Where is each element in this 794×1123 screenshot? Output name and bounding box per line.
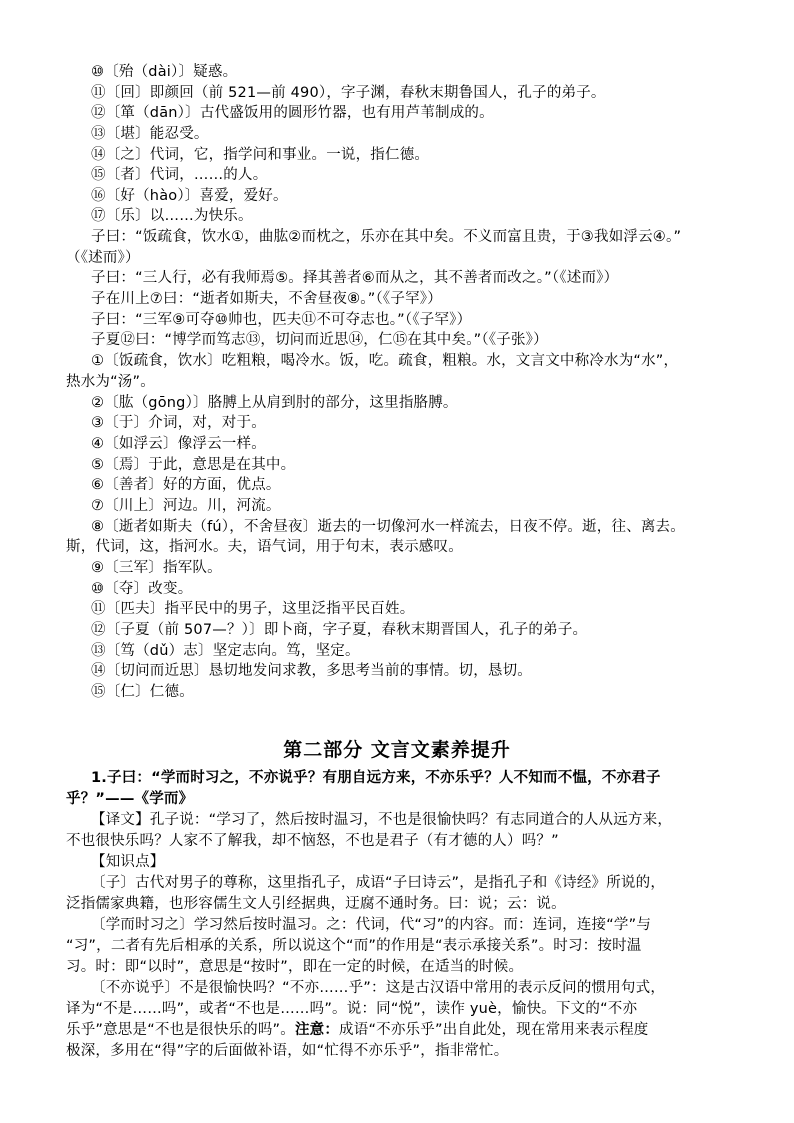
item-question-line: 乎？”——《学而》 bbox=[66, 791, 194, 807]
knowledge-text: 乐乎”意思是“不也是很快乐的吗”。 bbox=[66, 1022, 295, 1038]
note-emphasis: 注意： bbox=[294, 1022, 340, 1038]
quote-line: 子在川上⑦曰：“逝者如斯夫，不舍昼夜⑧。”（《子罕》） bbox=[91, 291, 442, 307]
note-line: ⑫〔子夏（前 507—？）〕即卜商，字子夏，春秋末期晋国人，孔子的弟子。 bbox=[91, 622, 588, 638]
note-line-cont: 热水为“汤”。 bbox=[66, 374, 155, 390]
quote-line: 子曰：“三军⑨可夺⑩帅也，匹夫⑪不可夺志也。”（《子罕》） bbox=[91, 312, 472, 328]
quote-line: 子曰：“三人行，必有我师焉⑤。择其善者⑥而从之，其不善者而改之。”（《述而》） bbox=[91, 270, 619, 286]
knowledge-line: “习”，二者有先后相承的关系，所以说这个“而”的作用是“表示承接关系”。时习：按时温 bbox=[66, 938, 642, 954]
note-line: ⑰〔乐〕以……为快乐。 bbox=[91, 208, 253, 224]
note-line: ②〔肱（gōng）〕胳膊上从肩到肘的部分，这里指胳膊。 bbox=[91, 395, 458, 411]
note-line: ⑧〔逝者如斯夫（fú），不舍昼夜〕逝去的一切像河水一样流去，日夜不停。逝，往、离去。 bbox=[91, 519, 685, 535]
translation-line bbox=[91, 810, 754, 831]
translation-tag: 【译文】 bbox=[91, 812, 150, 828]
note-line: ⑬〔笃（dǔ）志〕坚定志向。笃，坚定。 bbox=[91, 643, 360, 659]
translation-text: 孔子说：“学习了，然后按时温习，不也是很愉快吗？有志同道合的人从远方来， bbox=[149, 812, 673, 828]
note-line: ③〔于〕介词，对，对于。 bbox=[91, 415, 266, 431]
note-line: ⑪〔匹夫〕指平民中的男子，这里泛指平民百姓。 bbox=[91, 601, 415, 617]
knowledge-line: 极深，多用在“得”字的后面做补语，如“忙得不亦乐乎”，指非常忙。 bbox=[66, 1043, 509, 1059]
knowledge-line: 译为“不是……吗”，或者“不也是……吗”。说：同“悦”，读作 yuè，愉快。下文的“不亦 bbox=[66, 1001, 638, 1017]
note-line: ①〔饭疏食，饮水〕吃粗粮，喝冷水。饭，吃。疏食，粗粮。水，文言文中称冷水为“水”， bbox=[91, 353, 679, 369]
note-line: ④〔如浮云〕像浮云一样。 bbox=[91, 436, 266, 452]
quote-line: 子夏⑫曰：“博学而笃志⑬，切问而近思⑭，仁⑮在其中矣。”（《子张》） bbox=[91, 332, 548, 348]
knowledge-tag: 【知识点】 bbox=[91, 854, 165, 870]
note-line: ⑪〔回〕即颜回（前 521—前 490），字子渊，春秋末期鲁国人，孔子的弟子。 bbox=[91, 85, 606, 101]
note-line: ⑩〔殆（dài）〕疑惑。 bbox=[91, 64, 238, 80]
quote-source: （《述而》） bbox=[66, 250, 140, 266]
knowledge-text: 成语“不亦乐乎”出自此处，现在常用来表示程度 bbox=[339, 1022, 649, 1038]
note-line: ⑭〔之〕代词，它，指学问和事业。一说，指仁德。 bbox=[91, 147, 430, 163]
note-line: ⑦〔川上〕河边。川，河流。 bbox=[91, 498, 281, 514]
note-line: ⑭〔切问而近思〕恳切地发问求教，多思考当前的事情。切，恳切。 bbox=[91, 663, 532, 679]
knowledge-line: 〔学而时习之〕学习然后按时温习。之：代词，代“习”的内容。而：连词，连接“学”与 bbox=[91, 917, 652, 933]
note-line: ⑮〔者〕代词，……的人。 bbox=[91, 167, 268, 183]
note-line: ⑨〔三军〕指军队。 bbox=[91, 560, 222, 576]
knowledge-line bbox=[66, 1020, 754, 1041]
knowledge-line: 泛指儒家典籍，也形容儒生文人引经据典，迂腐不通时务。曰：说；云：说。 bbox=[66, 896, 566, 912]
note-line: ⑮〔仁〕仁德。 bbox=[91, 684, 194, 700]
note-line: ⑫〔箪（dān）〕古代盛饭用的圆形竹器，也有用芦苇制成的。 bbox=[91, 105, 494, 121]
note-line: ⑯〔好（hào）〕喜爱，爱好。 bbox=[91, 188, 288, 204]
note-line: ⑬〔堪〕能忍受。 bbox=[91, 126, 209, 142]
quote-line: 子曰：“饭疏食，饮水①，曲肱②而枕之，乐亦在其中矣。不义而富且贵，于③我如浮云④。” bbox=[91, 229, 682, 245]
note-line-cont: 斯，代词，这，指河水。夫，语气词，用于句末，表示感叹。 bbox=[66, 539, 463, 555]
knowledge-line: 〔子〕古代对男子的尊称，这里指孔子，成语“子曰诗云”，是指孔子和《诗经》所说的， bbox=[91, 875, 666, 891]
note-line: ⑥〔善者〕好的方面，优点。 bbox=[91, 477, 281, 493]
knowledge-line: 习。时：即“以时”，意思是“按时”，即在一定的时候，在适当的时候。 bbox=[66, 959, 524, 975]
section-title: 第二部分 文言文素养提升 bbox=[283, 739, 511, 761]
note-line: ⑩〔夺〕改变。 bbox=[91, 581, 193, 597]
note-line: ⑤〔焉〕于此，意思是在其中。 bbox=[91, 457, 296, 473]
knowledge-line: 〔不亦说乎〕不是很愉快吗？“不亦……乎”：这是古汉语中常用的表示反问的惯用句式， bbox=[91, 980, 666, 996]
item-question-line: 1.子曰：“学而时习之，不亦说乎？有朋自远方来，不亦乐乎？人不知而不愠，不亦君子 bbox=[91, 770, 661, 786]
translation-line: 不也很快乐吗？人家不了解我，却不恼怒，不也是君子（有才德的人）吗？” bbox=[66, 833, 559, 849]
